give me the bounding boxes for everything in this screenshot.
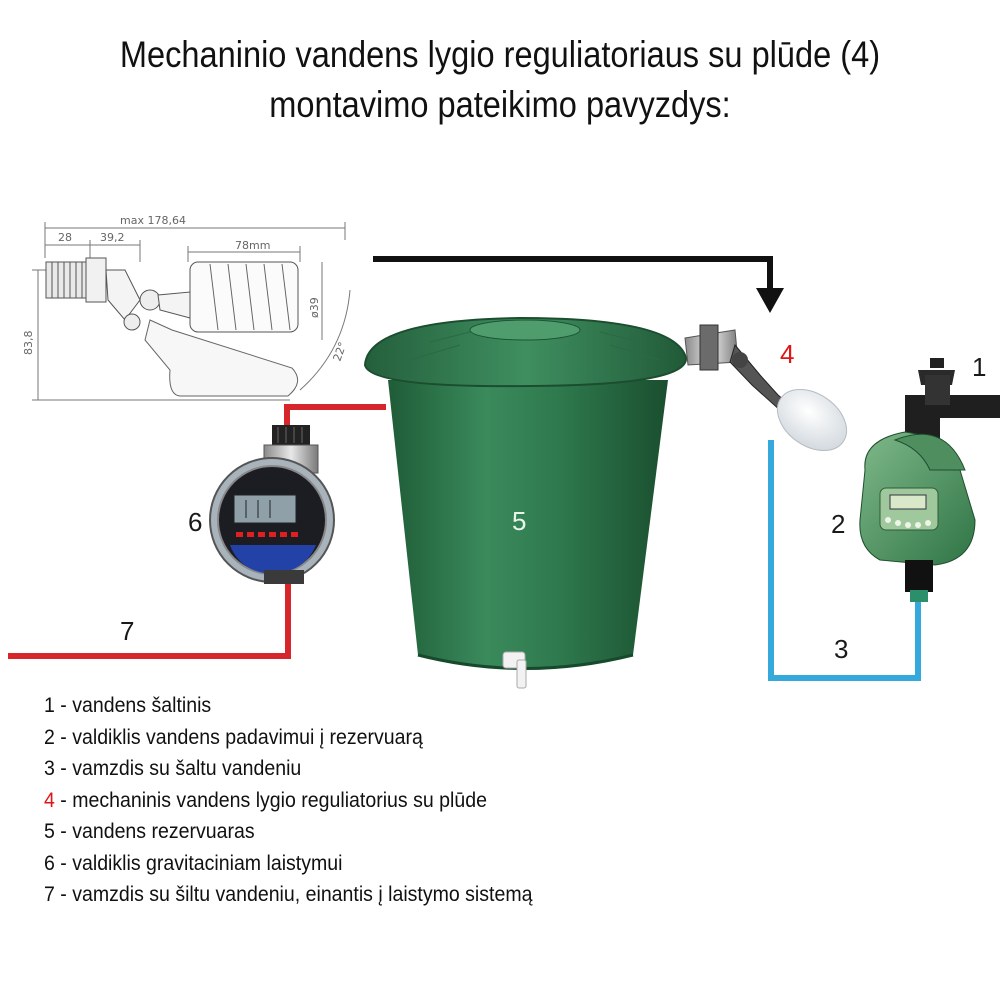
dim-28: 28 — [58, 231, 72, 244]
label-2: 2 — [831, 509, 846, 539]
legend-list — [44, 690, 569, 911]
legend-item: 7 - vamzdis su šiltu vandeniu, einantis į laistymo sistemą — [44, 883, 533, 906]
dim-78: 78mm — [235, 239, 271, 252]
dim-diameter: ø39 — [308, 297, 321, 318]
label-7: 7 — [120, 616, 135, 646]
legend-item: 4 - mechaninis vandens lygio reguliatorius su plūde — [44, 788, 487, 812]
legend-item: 6 - valdiklis gravitaciniam laistymui — [44, 851, 343, 875]
gravity-controller — [210, 425, 334, 584]
legend-item: 5 - vandens rezervuaras — [44, 820, 255, 843]
label-4: 4 — [780, 339, 795, 369]
dim-angle: 22° — [330, 340, 350, 364]
page-title-line2: montavimo pateikimo pavyzdys: — [269, 84, 731, 125]
label-1: 1 — [972, 352, 987, 382]
legend-item: 3 - vamzdis su šaltu vandeniu — [44, 757, 302, 780]
technical-drawing — [32, 222, 350, 400]
water-tank — [365, 318, 686, 688]
label-5: 5 — [512, 506, 527, 536]
page-title-line1: Mechaninio vandens lygio reguliatoriaus su plūde (4) — [119, 34, 881, 75]
label-3: 3 — [834, 634, 849, 664]
supply-controller — [860, 432, 975, 602]
dim-max: max 178,64 — [120, 214, 186, 227]
label-6: 6 — [188, 507, 203, 537]
dim-83: 83,8 — [22, 330, 35, 355]
dim-39: 39,2 — [100, 231, 125, 244]
flow-arrow — [373, 259, 784, 313]
legend-item: 2 - valdiklis vandens padavimui į rezervuarą — [44, 725, 423, 749]
legend-item: 1 - vandens šaltinis — [44, 694, 212, 717]
